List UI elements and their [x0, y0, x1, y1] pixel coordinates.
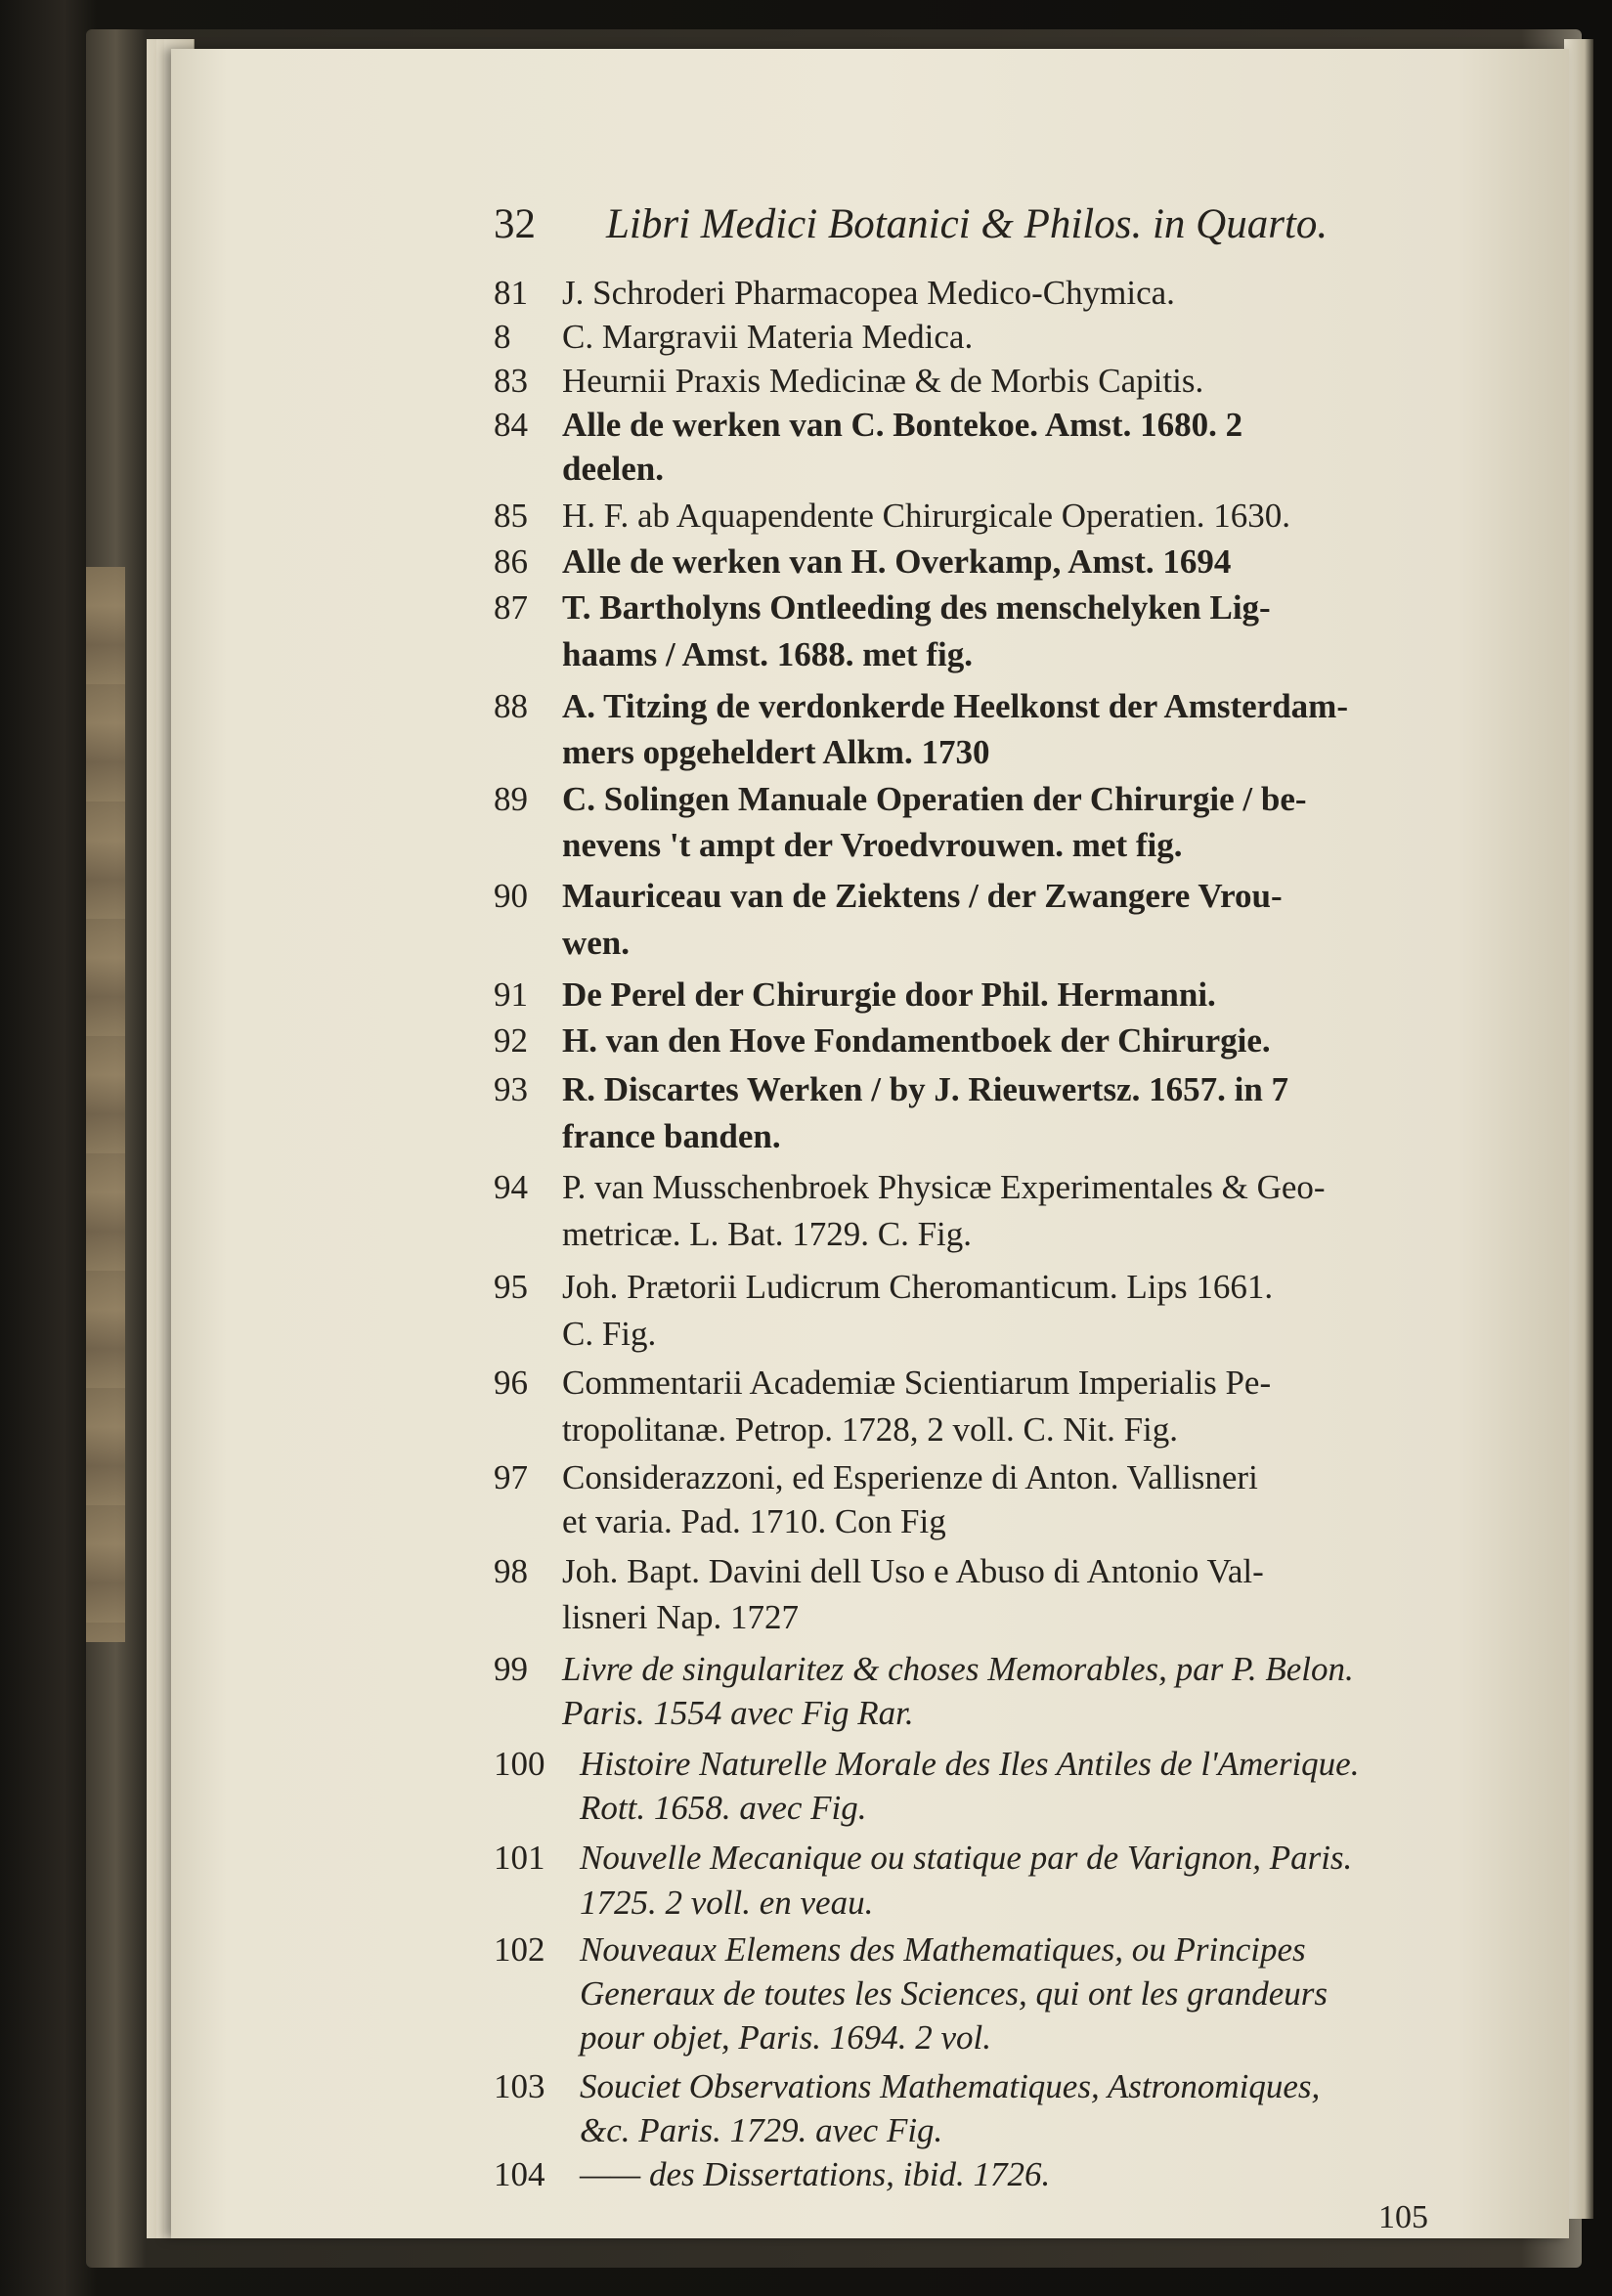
list-item-continuation [494, 1497, 1452, 1546]
list-item [494, 1453, 1452, 1502]
list-item-continuation [494, 445, 1452, 494]
entry-number: 99 [494, 1650, 528, 1688]
entry-number: 100 [494, 1745, 545, 1783]
list-item [494, 2062, 1452, 2111]
entry-number: 90 [494, 877, 528, 915]
entry-text: Livre de singularitez & choses Memorables, par P. Belon. [562, 1650, 1354, 1688]
list-item [494, 357, 1452, 406]
list-item [494, 775, 1452, 824]
list-item [494, 584, 1452, 632]
entry-text: C. Solingen Manuale Operatien der Chirurgie / be- [562, 780, 1307, 818]
entry-text: Generaux de toutes les Sciences, qui ont les grandeurs [580, 1974, 1328, 2013]
entry-text: nevens 't ampt der Vroedvrouwen. met fig. [562, 826, 1183, 864]
list-item [494, 1926, 1452, 1974]
list-item [494, 1263, 1452, 1312]
list-item [494, 401, 1452, 450]
list-item [494, 1065, 1452, 1114]
list-item [494, 1547, 1452, 1596]
entry-text: Mauriceau van de Ziektens / der Zwangere Vrou- [562, 877, 1283, 915]
entry-text: Commentarii Academiæ Scientiarum Imperialis Pe- [562, 1364, 1272, 1402]
entry-text: Souciet Observations Mathematiques, Astronomiques, [580, 2067, 1321, 2105]
entry-number: 8 [494, 318, 511, 356]
list-item-continuation [494, 1593, 1452, 1642]
entry-text: Histoire Naturelle Morale des Iles Antiles de l'Amerique. [580, 1745, 1360, 1783]
list-item [494, 1359, 1452, 1408]
entry-text: Heurnii Praxis Medicinæ & de Morbis Capitis. [562, 362, 1204, 400]
entry-text: 1725. 2 voll. en veau. [580, 1884, 874, 1922]
entry-text: tropolitanæ. Petrop. 1728, 2 voll. C. Nit. Fig. [562, 1410, 1179, 1449]
list-item-continuation [494, 630, 1452, 679]
list-item [494, 1740, 1452, 1789]
entry-number: 96 [494, 1364, 528, 1402]
page-number: 32 [494, 201, 536, 247]
entry-number: 101 [494, 1839, 545, 1877]
entry-number: 102 [494, 1930, 545, 1969]
list-item [494, 1163, 1452, 1212]
list-item-continuation [494, 1784, 1452, 1833]
entry-text: deelen. [562, 450, 665, 488]
list-item-continuation [494, 1210, 1452, 1259]
entry-text: A. Titzing de verdonkerde Heelkonst der Amsterdam- [562, 687, 1348, 725]
entry-number: 103 [494, 2067, 545, 2105]
entry-number: 91 [494, 975, 528, 1014]
list-item [494, 971, 1452, 1019]
catchword: 105 [1378, 2199, 1428, 2235]
entry-number: 92 [494, 1021, 528, 1060]
list-item [494, 682, 1452, 731]
entry-number: 87 [494, 588, 528, 627]
entry-text: Rott. 1658. avec Fig. [580, 1789, 867, 1827]
list-item [494, 2150, 1452, 2199]
list-item [494, 872, 1452, 921]
entry-text: mers opgeheldert Alkm. 1730 [562, 733, 990, 771]
list-item [494, 313, 1452, 362]
list-item-continuation [494, 2106, 1452, 2155]
entry-number: 85 [494, 497, 528, 535]
entry-number: 86 [494, 542, 528, 581]
entry-number: 84 [494, 406, 528, 444]
entry-number: 98 [494, 1552, 528, 1590]
list-item [494, 492, 1452, 541]
entry-number: 81 [494, 274, 528, 312]
entry-text: H. F. ab Aquapendente Chirurgicale Operatien. 1630. [562, 497, 1290, 535]
list-item-continuation [494, 821, 1452, 870]
entry-number: 104 [494, 2155, 545, 2193]
list-item [494, 1645, 1452, 1694]
entry-text: R. Discartes Werken / by J. Rieuwertsz. 1657. in 7 [562, 1070, 1289, 1108]
entry-number: 88 [494, 687, 528, 725]
entry-text: T. Bartholyns Ontleeding des menschelyken Lig- [562, 588, 1271, 627]
entry-text: C. Margravii Materia Medica. [562, 318, 974, 356]
entry-number: 97 [494, 1458, 528, 1496]
entry-text: C. Fig. [562, 1315, 657, 1353]
entry-text: Alle de werken van H. Overkamp, Amst. 1694 [562, 542, 1232, 581]
list-item-continuation [494, 1310, 1452, 1359]
entry-text: Considerazzoni, ed Esperienze di Anton. Vallisneri [562, 1458, 1258, 1496]
entry-text: Joh. Bapt. Davini dell Uso e Abuso di Antonio Val- [562, 1552, 1264, 1590]
entry-text: De Perel der Chirurgie door Phil. Hermanni. [562, 975, 1216, 1014]
entry-text: Paris. 1554 avec Fig Rar. [562, 1694, 914, 1732]
list-item [494, 1017, 1452, 1065]
entry-text: &c. Paris. 1729. avec Fig. [580, 2111, 943, 2149]
entry-text: J. Schroderi Pharmacopea Medico-Chymica. [562, 274, 1175, 312]
entry-text: pour objet, Paris. 1694. 2 vol. [580, 2018, 991, 2057]
list-item [494, 269, 1452, 318]
entry-number: 94 [494, 1168, 528, 1206]
entry-number: 89 [494, 780, 528, 818]
entry-number: 95 [494, 1268, 528, 1306]
entry-text: Nouveaux Elemens des Mathematiques, ou Principes [580, 1930, 1306, 1969]
list-item [494, 538, 1452, 586]
running-title: Libri Medici Botanici & Philos. in Quarto. [606, 201, 1329, 247]
entry-text: wen. [562, 924, 631, 962]
entry-text: france banden. [562, 1117, 781, 1155]
list-item-continuation [494, 1689, 1452, 1738]
list-item-continuation [494, 919, 1452, 968]
entry-text: lisneri Nap. 1727 [562, 1598, 800, 1636]
entry-text: metricæ. L. Bat. 1729. C. Fig. [562, 1215, 973, 1253]
entry-number: 83 [494, 362, 528, 400]
entry-text: Joh. Prætorii Ludicrum Cheromanticum. Lips 1661. [562, 1268, 1274, 1306]
entry-text: haams / Amst. 1688. met fig. [562, 635, 973, 673]
list-item-continuation [494, 728, 1452, 777]
entry-text: Alle de werken van C. Bontekoe. Amst. 1680. 2 [562, 406, 1243, 444]
list-item [494, 1834, 1452, 1883]
list-item-continuation [494, 1970, 1452, 2018]
entry-text: et varia. Pad. 1710. Con Fig [562, 1502, 946, 1540]
entry-number: 93 [494, 1070, 528, 1108]
list-item-continuation [494, 1406, 1452, 1454]
entry-text: —— des Dissertations, ibid. 1726. [580, 2155, 1051, 2193]
list-item-continuation [494, 1112, 1452, 1161]
entry-text: H. van den Hove Fondamentboek der Chirurgie. [562, 1021, 1271, 1060]
entry-text: Nouvelle Mecanique ou statique par de Varignon, Paris. [580, 1839, 1353, 1877]
entry-text: P. van Musschenbroek Physicæ Experimentales & Geo- [562, 1168, 1326, 1206]
list-item-continuation [494, 1879, 1452, 1928]
list-item-continuation [494, 2014, 1452, 2062]
